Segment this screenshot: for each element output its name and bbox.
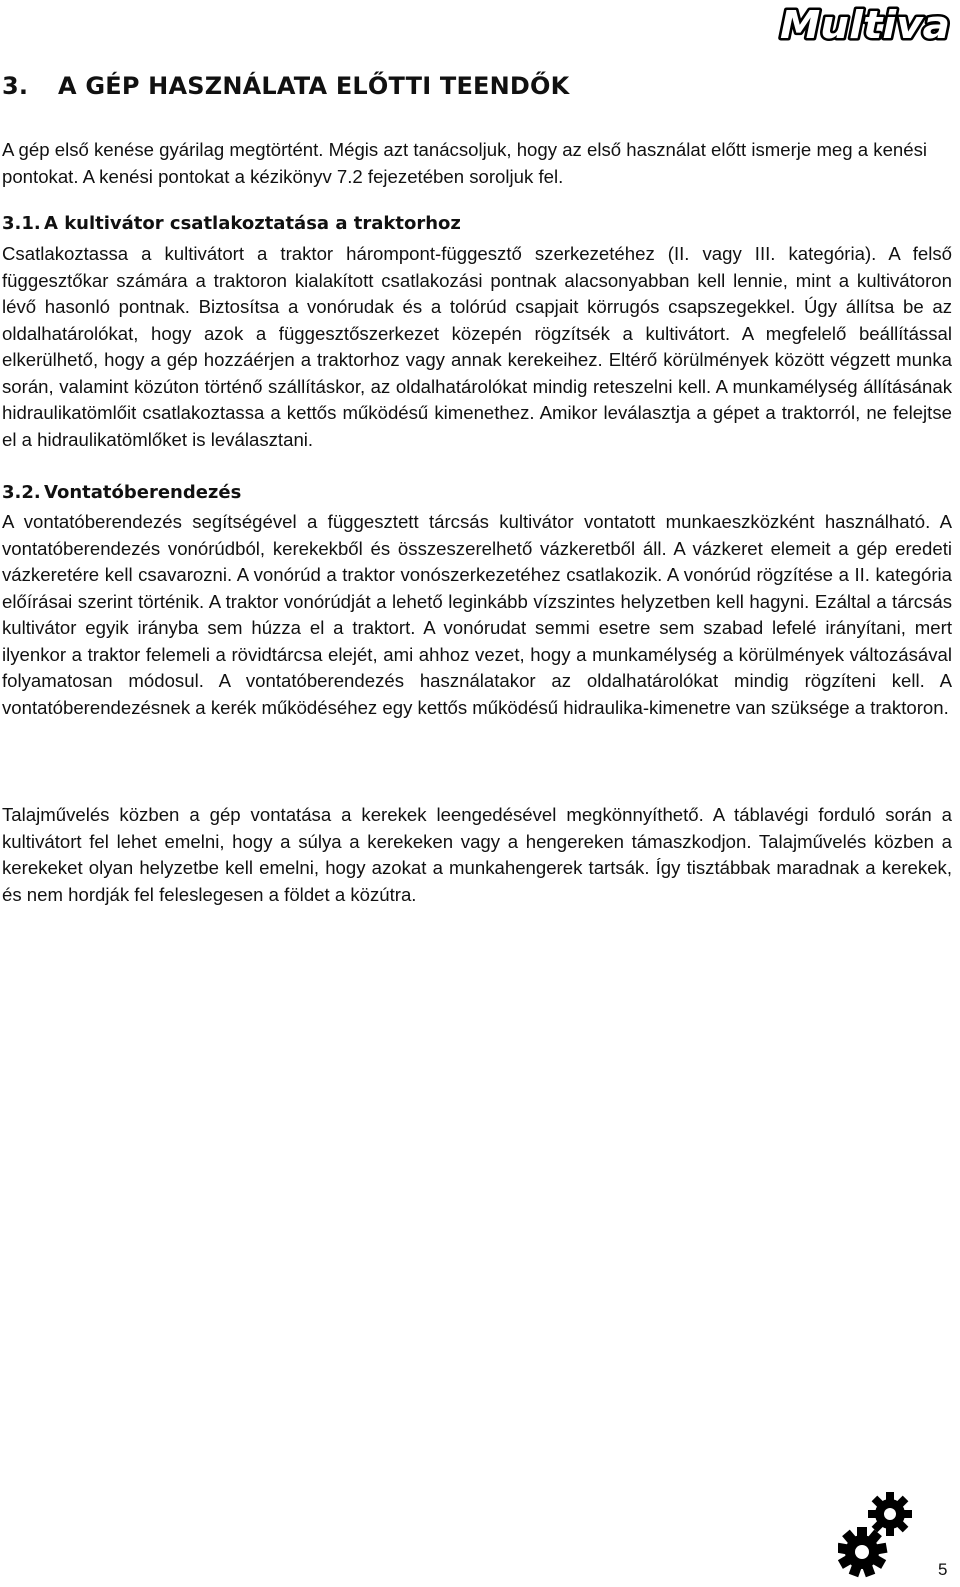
section-intro-paragraph: A gép első kenése gyárilag megtörtént. Mégis azt tanácsoljuk, hogy az első használat előtt ismerje meg a kenési pontokat. A kenési pontokat a kézikönyv 7.2 fejezetében soroljuk fel.	[2, 139, 928, 187]
page-number: 5	[938, 1560, 948, 1579]
brand-logo	[778, 2, 954, 46]
section-number: 3.	[2, 72, 29, 100]
section-title-text: A GÉP HASZNÁLATA ELŐTTI TEENDŐK	[58, 72, 570, 100]
subsection-heading	[2, 213, 461, 234]
subsection-title: Vontatóberendezés	[44, 482, 242, 503]
subsection-title: A kultivátor csatlakoztatása a traktorhoz	[44, 213, 461, 234]
subsection-heading	[2, 482, 241, 503]
subsection-number: 3.1.	[2, 213, 41, 234]
subsection-paragraph: Talajművelés közben a gép vontatása a kerekek leengedésével megkönnyíthető. A táblavégi forduló során a kultivátort fel lehet emelni, hogy a súlya a kerekeken vagy a hengereken támaszkodjon. Talajművelés közben a kerekeket olyan helyzetbe kell emelni, hogy azokat a munkahengerek tartsák. Így tisztábbak maradnak a kerekek, és nem hordják fel feleslegesen a földet a közútra.	[2, 804, 952, 905]
subsection-paragraph: A vontatóberendezés segítségével a függesztett tárcsás kultivátor vontatott munkaeszközként használható. A vontatóberendezés vonórúdból, kerekekből és összeszerelhető vázkeretből áll. A vázkeret elemeit a gép eredeti vázkeretére kell csavarozni. A vonórúd a traktor vonószerkezetéhez csatlakozik. A vonórúd rögzítése a II. kategória előírásai szerint történik. A traktor vonórúdját a lehető leginkább vízszintes helyzetben kell hagyni. Ezáltal a tárcsás kultivátor egyik irányba sem húzza el a traktort. A vonórudat semmi esetre sem szabad lefelé irányítani, mert ilyenkor a traktor felemeli a rövidtárcsa elejét, ami ahhoz vezet, hogy a munkamélység a körülmények változásával folyamatosan módosul. A vontatóberendezés használatakor az oldalhatárolókat mindig rögzíteni kell. A vontatóberendezésnek a kerék működéséhez egy kettős működésű hidraulika-kimenetre van szüksége a traktoron.	[2, 511, 952, 718]
subsection-number: 3.2.	[2, 482, 41, 503]
section-title	[2, 72, 569, 100]
logo-text: Multiva	[780, 3, 950, 46]
subsection-paragraph: Csatlakoztassa a kultivátort a traktor hárompont-függesztő szerkezetéhez (II. vagy III. kategória). A felső függesztőkar számára a traktoron kialakított csatlakozási pontnak alacsonyabban kell lennie, mint a kultivátoron lévő hasonló pontnak. Biztosítsa a vonórudak és a tolórúd csapjait körrugós csapszegekkel. Úgy állítsa be az oldalhatárolókat, hogy azok a függesztőszerkezet közepén rögzítsék a kultivátort. A megfelelő beállítással elkerülhető, hogy a gép hozzáérjen a traktorhoz vagy annak kerekeihez. Eltérő körülmények között végzett munka során, valamint közúton történő szállításkor, az oldalhatárolókat mindig reteszelni kell. A munkamélység állításának hidraulikatömlőit csatlakoztassa a kettős működésű kimenethez. Amikor leválasztja a gépet a traktorról, ne felejtse el a hidraulikatömlőket is leválasztani.	[2, 243, 952, 450]
gears-icon	[838, 1486, 916, 1582]
